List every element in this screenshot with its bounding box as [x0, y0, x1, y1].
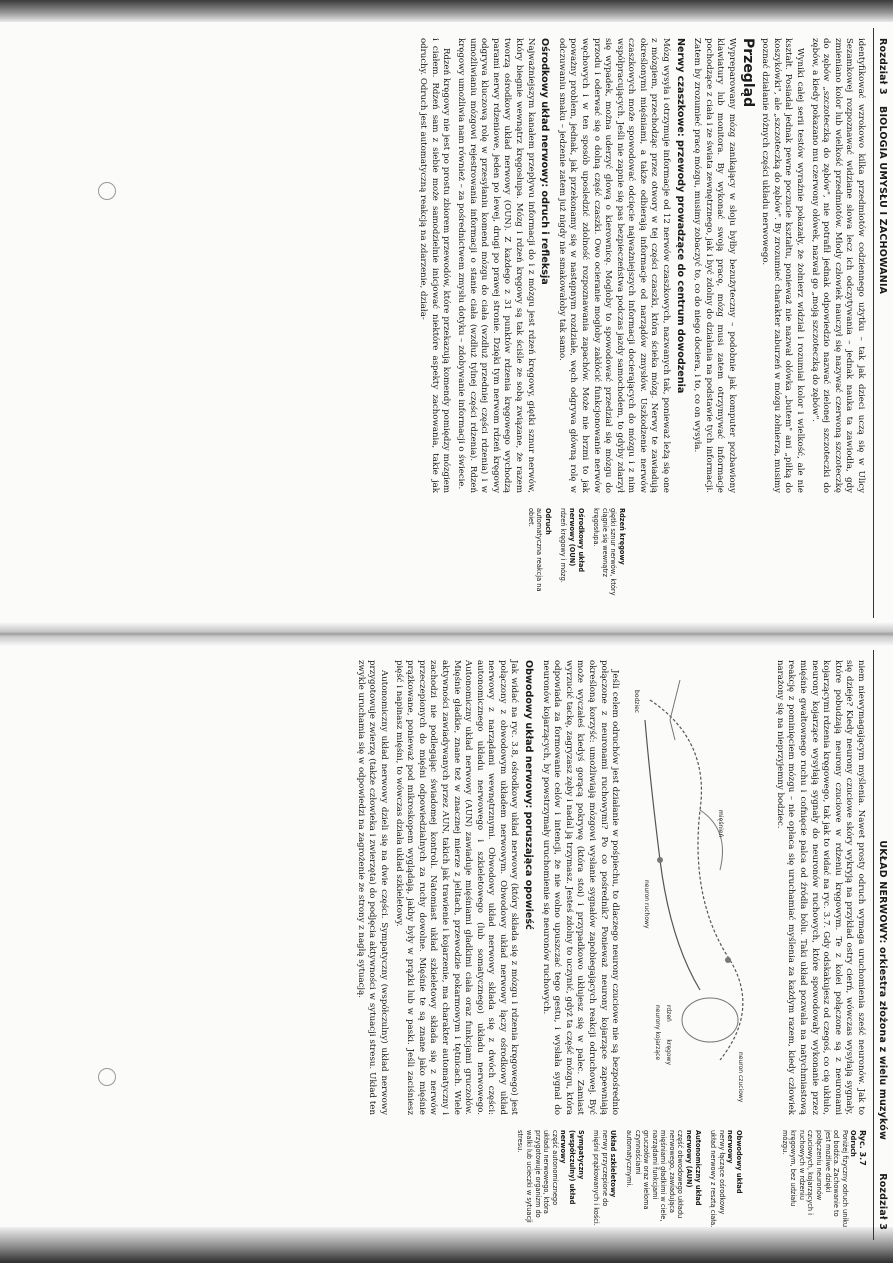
glossary-entry: Autonomiczny układ nerwowy (AUN) część obwodowego układu nerwowego, zawiadująca mięśniami gładkimi w ciele, narządami funkcjami gruczołów oraz wieloma czynnościami automatycznymi. — [624, 1130, 702, 1222]
paragraph: identyfikować wzrokowo kilka przedmiotów codziennego użytku – tak jak dzieci uczą się w Ulicy Sezamkowej rozpoznawać widziane słowa lecz ich odczytywania – jednak nauka ta zawiodła, gdy zmieniano kolor lub wielkość przedmiotów. Młody człowiek nauczył się nazywać czerwoną szczoteczkę do zębów „szczoteczką do zębów", nie potrafił jednak odpowiedzio nazwać zielonej szczoteczki do zębów, a kiedy pokazano mu czerwony ołówek, nazwał go „moją szczoteczką do zębów". — [809, 38, 866, 493]
figure-caption: Ryc. 3.7 Odruch Poniżej fizyczny odruch uniku od bodźca. Zachowanie to jest możliwe dzięki połączeniu neuronów czuciowych, kojarzących i ruchowych w rdzeniu kręgowym, bez udziału mózgu. — [780, 1130, 867, 1228]
label-muscle: mięśnień — [717, 810, 725, 838]
running-head — [872, 650, 888, 1240]
margin-column — [509, 1130, 866, 1228]
subsection-title: Obwodowy układ nerwowy: poruszająca opowieść — [523, 660, 535, 930]
chapter-title: BIOLOGIA UMYSŁU I ZACHOWANIA — [877, 106, 888, 295]
paragraph: Mózg wysyła i otrzymuje informacje od 12 nerwów czaszkowych, nazwanych tak, ponieważ leżą się one z mózgiem, przechodząc przez otwory w tej części czaszki, która ścieka mózg. Nerwy te zawiadują określonymi mięśniami, a także odbierają informacje od narządów zmysłów. Uszkodzenie nerwów czaszkowych może spowodować odcięcie najważniejszych informacji docierających do mózgu i z nim współpracujących. Jeśli nie zapnie się pas bezpieczeństwa podczas jazdy samochodem, to gdyby zdarzył się wypadek, można uderzyć głową o kierownicę. Mogłoby to spowodować przedział się mózgu do przodu i oderwać się o dolną część czaszki. Owo ocieranie mogłoby zakłócić funkcjonowanie nerwów węchowych i w ten sposób uposledzić zdolność rozpoznawania zapachów. Może nie brzmi to jak poważny problem, jednak, jak przekonamy się w następnym rozdziale, węch odgrywa główną rolę w odczuwaniu smaku – jedzenie zatem już nigdy nie smakowałoby tak samo. — [556, 38, 672, 493]
glossary-entry: Ośrodkowy układ nerwowy (OUN) rdzeń kręgowy i mózg. — [559, 508, 585, 583]
reflex-figure — [620, 660, 770, 1115]
glossary-entry: Obwodowy układ nerwowy nerwy łączące ośrodkowy układ nerwowy z resztą ciała. — [709, 1130, 744, 1228]
main-column — [351, 660, 866, 1115]
right-page — [8, 650, 888, 1240]
label-stimulus: bodziec — [633, 690, 641, 714]
glossary-entry: Sympatyczny (współczulny) układ nerwowy część autonomicznego układu nerwowego, która przygotowuje organizm do walki lub ucieczki w sytuacji stresu. — [516, 1130, 585, 1223]
label-interneuron: rdzeń kręgowy neurony kojarzące — [653, 1005, 673, 1065]
scan-edge-top — [0, 0, 893, 22]
glossary-entry: Odruch automatyczna reakcja na obiet. — [526, 508, 552, 592]
glossary-entry: Rdzeń kręgowy giętki sznur nerwów, który ciągnie się wewnątrz kręgosłupa. — [592, 508, 626, 596]
left-page — [8, 28, 888, 618]
label-motor-neuron: neuron ruchowy — [643, 880, 651, 929]
paragraph: Rdzeń kręgowy nie jest po prostu zbiorem przewodów, które przekazują komendy pomiędzy mózgiem i ciałem. Rdzeń sam z siebie może samodzielnie inicjować niektóre aspekty zachowania, takie jak odruchy. Odruch jest automatyczną reakcją na zdarzenie, działa- — [418, 38, 452, 493]
margin-glossary — [519, 508, 626, 604]
subsection-title: Ośrodkowy układ nerwowy: odruch i refleksja — [539, 38, 551, 285]
paragraph: niem niewymagającym myślenia. Nawet prosty odruch wymaga uruchomienia sześć neuronów. Jak to się dzieje? Kiedy neurony czuciowe skóry wykryją na przykład ostry cierń, wówczas wysyłają sygnały, które pobudzają neurony czuciowe w rdzeniu kręgowym. Te z kolei połączone są z neuronami kojarzącymi rdzenia kręgowego, tak jak to widać na ryc. 3.7. Gdy odskakujesz od czegoś, co cię ukłuło, neurony kojarzące wysyłają sygnały do neuronów ruchowych, które spowodowały wykonanie przez mięśnie gwałtownego ruchu i cofnięcie palca od źródła bólu. Taki układ pozwala na natychmiastową reakcję z pominięciem mózgu – nie opłaca się uruchamiać myślenia za każdym razem, kiedy człowiek narażony się na nieprzyjemny bodziec. — [774, 660, 866, 1115]
chapter-label: Rozdział 3 — [877, 38, 888, 95]
subsection-title: Nerwy czaszkowe: przewody prowadzące do centrum dowodzenia — [674, 38, 686, 394]
section-title: Przegląd — [739, 38, 756, 108]
main-column — [414, 38, 866, 493]
chapter-title: UKŁAD NERWOWY: orkiestra złożona z wielu muzyków — [877, 840, 888, 1140]
book-gutter — [0, 621, 893, 647]
label-sensory-neuron: neuron czuciowy — [737, 1052, 745, 1103]
paragraph: Jak widać na ryc. 3.8, ośrodkowy układ nerwowy (który składa się z mózgu i rdzenia kręgowego) jest połączony z obwodowym układem nerwowym. Obwodowy układ nerwowy łączy ośrodkowy układ nerwowy z narządami wewnętrznymi. Obwodowy układ nerwowy składa się z dwóch części: autonomicznego układu nerwowego i szkieletowego (lub somatycznego) układu nerwowego. Autonomiczny układ nerwowy (AUN) zawiaduje mięśniami gładkimi ciała oraz funkcjami gruczołów. Mięśnie gładkie, znane też w znacznej mierze z jelitach, przewodzie pokarmowym i tętnicach. Wiele aktywności zawiadywanych przez AUN, takich jak trawienie i kojarzenie, ma charakter automatyczny i zachodzi nie podlegając świadomej kontroli. Natomiast układ szkieletowy składa się z nerwów przeczepionych do mięśni odpowiedzialnych za ruchy dowolne. Mięśnie te są znane jako mięśnie prążkowane, ponieważ pod mikroskopem wyglądają, jakby były w prążki lub w paski. Jeśli zaciśniesz pięść i napinasz mięśni, to wówczas działa układ szkieletowy. — [393, 660, 520, 1115]
running-head — [872, 28, 888, 618]
paragraph: Wypreparowany mózg zanikający w słoju byłby bezużyteczny – podobnie jak komputer pozbawiony klawiatury lub monitora. By wykonać swoją pracę, mózg musi zatem otrzymywać informacje pochodzące z ciała i ze świata zewnętrznego, jak i być zdolny do działania na podstawie tych informacji. Zatem by zrozumieć pracę mózgu, musimy zobaczyć to, co do niego dociera, i to, co on wysyła. — [692, 38, 738, 493]
paragraph: Jeśli celem odruchów jest działanie w pośpiechu, to dlaczego neurony czuciowe nie są bezpośrednio połączone z neuronami ruchowymi? Po co pośrednik? Ponieważ neurony kojarzące zapewniają określoną korzyść: umożliwiają mózgowi wysłanie sygnałów zapobiegających reakcji odruchowej. Być może wyczałeś kiedyś gorącą pokrywę (która stoi) i przypadkowo ukłujesz się w palec. Zamiast wyrzucić tackę, zagryzasz zęby i nadal ją trzymasz. Jesteś zdolny to uczynić, gdyż ta część mózgu, która odpowiada za formowanie celów i intencji, że nie wolno upuszczać tego gestu, i wysłała sygnał do neuronów kojarzących, by powstrzymały uruchomienie się neuronów ruchowych. — [540, 660, 621, 1115]
paragraph: Najważniejszym kanałem przepływu informacji do i z mózgu jest rdzeń kręgowy, giętki sznur nerwów, który biegnie wewnątrz kręgosłupa. Mózg i rdzeń kręgowy są tak ściśle ze sobą związane, że razem tworzą ośrodkowy układ nerwowy (OUN). Z każdego z 31 punktów rdzenia kręgowego wychodzą parami nerwy rdzeniowe, jeden po lewej, drugi po prawej stronie. Dzięki tym nerwom rdzeń kręgowy odgrywa kluczową rolę w przesyłaniu komend mózgu do ciała (wzdłuż przedniej części rdzenia) i w umożliwianiu mózgowi rejestrowania informacji o stanie ciała (wzdłuż tylnej części rdzenia). Rdzeń kręgowy umożliwia nam również – za pośrednictwem zmysłu dotyku – zdobywanie informacji o świecie. — [456, 38, 536, 493]
paragraph: Wyniki całej serii testów wyraźnie pokazały, że żołnierz widział i rozumiał kolor i wielkość, ale nie kształt. Posiadał jednak pewne poczucie kształtu, ponieważ nie nazwał ołówka „butem" ani „piłką do koszykówki", ale „szczoteczką do zębów". By zrozumieć charakter zaburzeń w mózgu żołnierza, musimy poznać działanie różnych części układu nerwowego. — [760, 38, 806, 493]
paragraph: Autonomiczny układ nerwowy dzieli się na dwie części. Sympatyczny (współczulny) układ nerwowy przygotowuje zwierzę (także człowieka i zwierzęta) do podjęcia aktywności w sytuacji stresu. Układ ten zwykle uruchamia się w odpowiedzi na zagrożenie ze strony z nagłą sytuacją. — [355, 660, 389, 1115]
glossary-entry: Układ szkieletowy nerwy przyczepione do mięśni prążkowanych i kości. — [592, 1130, 618, 1226]
chapter-label: Rozdział 3 — [877, 1173, 888, 1230]
